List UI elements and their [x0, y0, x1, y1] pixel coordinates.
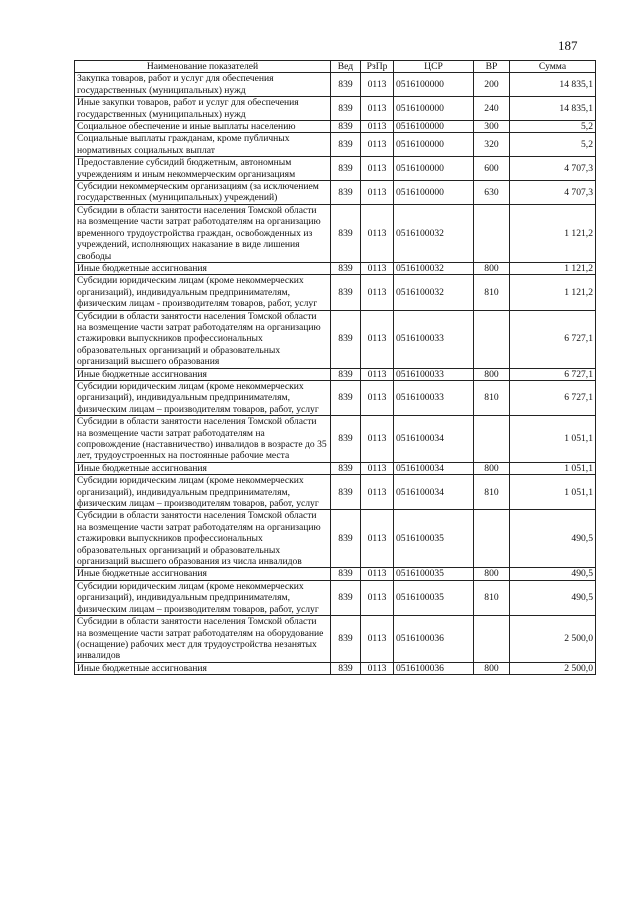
column-header-csr: ЦСР [394, 61, 474, 73]
cell-sum: 5,2 [510, 133, 596, 157]
cell-vr [474, 204, 510, 262]
cell-rzpr: 0113 [361, 616, 394, 663]
cell-ved: 839 [331, 262, 361, 274]
cell-rzpr: 0113 [361, 416, 394, 463]
cell-sum: 490,5 [510, 568, 596, 580]
table-row [75, 275, 596, 310]
cell-sum: 6 727,1 [510, 310, 596, 368]
cell-ved: 839 [331, 157, 361, 181]
cell-vr: 800 [474, 262, 510, 274]
cell-sum: 6 727,1 [510, 380, 596, 415]
cell-rzpr: 0113 [361, 568, 394, 580]
cell-name: Субсидии в области занятости населения Томской области на возмещение части затрат работодателям на оборудование (оснащение) рабочих мест для трудоустройства незанятых инвалидов [75, 616, 331, 663]
cell-rzpr: 0113 [361, 262, 394, 274]
cell-ved: 839 [331, 275, 361, 310]
cell-csr: 0516100033 [394, 368, 474, 380]
cell-name: Иные бюджетные ассигнования [75, 568, 331, 580]
cell-sum: 490,5 [510, 510, 596, 568]
cell-sum: 1 051,1 [510, 462, 596, 474]
cell-rzpr: 0113 [361, 157, 394, 181]
cell-ved: 839 [331, 310, 361, 368]
cell-ved: 839 [331, 204, 361, 262]
cell-rzpr: 0113 [361, 368, 394, 380]
cell-vr: 320 [474, 133, 510, 157]
table-row [75, 616, 596, 663]
cell-csr: 0516100035 [394, 568, 474, 580]
cell-sum: 14 835,1 [510, 97, 596, 121]
cell-vr: 200 [474, 73, 510, 97]
cell-csr: 0516100000 [394, 121, 474, 133]
table-row [75, 97, 596, 121]
cell-sum: 1 121,2 [510, 204, 596, 262]
cell-csr: 0516100035 [394, 510, 474, 568]
cell-sum: 2 500,0 [510, 662, 596, 674]
cell-vr [474, 310, 510, 368]
cell-ved: 839 [331, 380, 361, 415]
cell-name: Социальные выплаты гражданам, кроме публичных нормативных социальных выплат [75, 133, 331, 157]
cell-vr: 810 [474, 275, 510, 310]
cell-rzpr: 0113 [361, 475, 394, 510]
cell-vr: 800 [474, 462, 510, 474]
cell-name: Субсидии юридическим лицам (кроме некоммерческих организаций), индивидуальным предпринимателям, физическим лицам – производителям товаров, работ, услуг [75, 580, 331, 615]
cell-ved: 839 [331, 462, 361, 474]
cell-rzpr: 0113 [361, 73, 394, 97]
table-row [75, 568, 596, 580]
cell-sum: 2 500,0 [510, 616, 596, 663]
cell-ved: 839 [331, 475, 361, 510]
table-row [75, 475, 596, 510]
cell-name: Субсидии юридическим лицам (кроме некоммерческих организаций), индивидуальным предпринимателям, физическим лицам – производителям товаров, работ, услуг [75, 475, 331, 510]
cell-name: Субсидии юридическим лицам (кроме некоммерческих организаций), индивидуальным предпринимателям, физическим лицам - производителям товаров, работ, услуг [75, 275, 331, 310]
cell-csr: 0516100035 [394, 580, 474, 615]
cell-sum: 6 727,1 [510, 368, 596, 380]
table-row [75, 310, 596, 368]
cell-vr: 300 [474, 121, 510, 133]
cell-csr: 0516100034 [394, 475, 474, 510]
cell-name: Иные бюджетные ассигнования [75, 462, 331, 474]
cell-name: Иные бюджетные ассигнования [75, 368, 331, 380]
cell-csr: 0516100036 [394, 662, 474, 674]
budget-table [74, 60, 596, 675]
cell-csr: 0516100034 [394, 462, 474, 474]
cell-vr: 810 [474, 380, 510, 415]
cell-ved: 839 [331, 133, 361, 157]
cell-vr [474, 416, 510, 463]
cell-csr: 0516100032 [394, 204, 474, 262]
cell-sum: 4 707,3 [510, 181, 596, 205]
cell-rzpr: 0113 [361, 275, 394, 310]
cell-vr: 630 [474, 181, 510, 205]
cell-name: Субсидии в области занятости населения Томской области на возмещение части затрат работодателям на организацию временного трудоустройства граждан, освобожденных из учреждений, исполняющих наказание в виде лишения свободы [75, 204, 331, 262]
cell-csr: 0516100032 [394, 275, 474, 310]
cell-ved: 839 [331, 73, 361, 97]
cell-sum: 4 707,3 [510, 157, 596, 181]
cell-vr: 240 [474, 97, 510, 121]
cell-rzpr: 0113 [361, 462, 394, 474]
cell-sum: 5,2 [510, 121, 596, 133]
cell-ved: 839 [331, 662, 361, 674]
table-row [75, 73, 596, 97]
cell-ved: 839 [331, 510, 361, 568]
cell-ved: 839 [331, 616, 361, 663]
cell-csr: 0516100000 [394, 181, 474, 205]
cell-rzpr: 0113 [361, 97, 394, 121]
cell-csr: 0516100032 [394, 262, 474, 274]
cell-name: Субсидии юридическим лицам (кроме некоммерческих организаций), индивидуальным предпринимателям, физическим лицам – производителям товаров, работ, услуг [75, 380, 331, 415]
cell-csr: 0516100033 [394, 310, 474, 368]
table-row [75, 204, 596, 262]
table-row [75, 121, 596, 133]
cell-csr: 0516100000 [394, 133, 474, 157]
table-row [75, 580, 596, 615]
cell-ved: 839 [331, 568, 361, 580]
cell-vr: 810 [474, 475, 510, 510]
table-body [75, 73, 596, 675]
cell-ved: 839 [331, 121, 361, 133]
cell-name: Иные бюджетные ассигнования [75, 262, 331, 274]
cell-ved: 839 [331, 97, 361, 121]
cell-vr: 600 [474, 157, 510, 181]
cell-vr: 810 [474, 580, 510, 615]
cell-sum: 14 835,1 [510, 73, 596, 97]
table-row [75, 462, 596, 474]
cell-ved: 839 [331, 580, 361, 615]
cell-name: Субсидии в области занятости населения Томской области на возмещение части затрат работодателям на организацию стажировки выпускников профессиональных образовательных организаций и образовательных организаций высшего образования [75, 310, 331, 368]
cell-rzpr: 0113 [361, 580, 394, 615]
page-number: 187 [558, 38, 578, 53]
cell-vr: 800 [474, 662, 510, 674]
cell-name: Предоставление субсидий бюджетным, автономным учреждениям и иным некоммерческим организациям [75, 157, 331, 181]
table-row [75, 416, 596, 463]
cell-csr: 0516100000 [394, 97, 474, 121]
cell-sum: 1 051,1 [510, 475, 596, 510]
cell-name: Закупка товаров, работ и услуг для обеспечения государственных (муниципальных) нужд [75, 73, 331, 97]
cell-name: Иные бюджетные ассигнования [75, 662, 331, 674]
cell-ved: 839 [331, 368, 361, 380]
cell-vr: 800 [474, 368, 510, 380]
cell-name: Социальное обеспечение и иные выплаты населению [75, 121, 331, 133]
table-row [75, 380, 596, 415]
cell-csr: 0516100033 [394, 380, 474, 415]
cell-rzpr: 0113 [361, 133, 394, 157]
table-row [75, 133, 596, 157]
table-row [75, 368, 596, 380]
cell-ved: 839 [331, 181, 361, 205]
table-header-row [75, 61, 596, 73]
cell-vr [474, 616, 510, 663]
table-row [75, 662, 596, 674]
column-header-vr: ВР [474, 61, 510, 73]
cell-rzpr: 0113 [361, 204, 394, 262]
cell-sum: 490,5 [510, 580, 596, 615]
cell-rzpr: 0113 [361, 121, 394, 133]
cell-rzpr: 0113 [361, 380, 394, 415]
table-row [75, 510, 596, 568]
cell-rzpr: 0113 [361, 662, 394, 674]
table-row [75, 262, 596, 274]
cell-rzpr: 0113 [361, 510, 394, 568]
cell-rzpr: 0113 [361, 181, 394, 205]
cell-csr: 0516100000 [394, 73, 474, 97]
column-header-ved: Вед [331, 61, 361, 73]
table-row [75, 157, 596, 181]
column-header-rzpr: РзПр [361, 61, 394, 73]
cell-csr: 0516100036 [394, 616, 474, 663]
cell-name: Субсидии некоммерческим организациям (за исключением государственных (муниципальных) учреждений) [75, 181, 331, 205]
cell-sum: 1 051,1 [510, 416, 596, 463]
cell-csr: 0516100000 [394, 157, 474, 181]
cell-name: Субсидии в области занятости населения Томской области на возмещение части затрат работодателям на организацию стажировки выпускников профессиональных образовательных организаций и образовательных организаций высшего образования из числа инвалидов [75, 510, 331, 568]
cell-vr [474, 510, 510, 568]
column-header-name: Наименование показателей [75, 61, 331, 73]
cell-name: Субсидии в области занятости населения Томской области на возмещение части затрат работодателям на сопровождение (наставничество) инвалидов в возрасте до 35 лет, трудоустроенных на постоянные рабочие места [75, 416, 331, 463]
table-row [75, 181, 596, 205]
cell-rzpr: 0113 [361, 310, 394, 368]
cell-sum: 1 121,2 [510, 262, 596, 274]
cell-sum: 1 121,2 [510, 275, 596, 310]
cell-name: Иные закупки товаров, работ и услуг для обеспечения государственных (муниципальных) нужд [75, 97, 331, 121]
cell-vr: 800 [474, 568, 510, 580]
cell-csr: 0516100034 [394, 416, 474, 463]
cell-ved: 839 [331, 416, 361, 463]
column-header-sum: Сумма [510, 61, 596, 73]
